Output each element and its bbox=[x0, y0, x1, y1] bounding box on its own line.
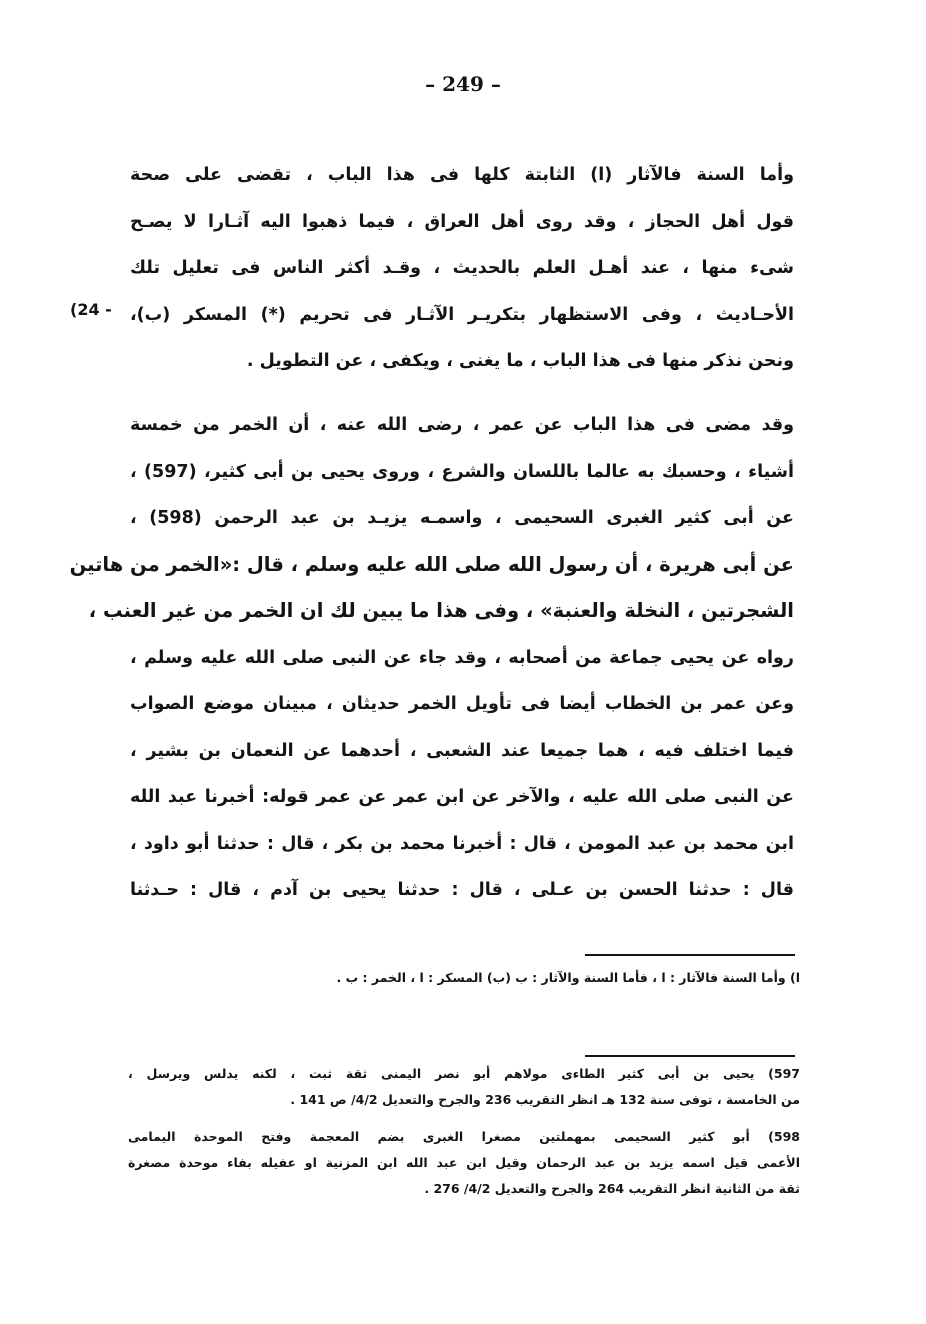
text-line: الأحـاديث ، وفى الاستظهار بتكريـر الآثـار فى تحريم (*) المسكر (ب)، bbox=[130, 304, 794, 325]
text-line: قول أهل الحجاز ، وقد روى أهل العراق ، فيما ذهبوا اليه آثـارا لا يصـح bbox=[130, 211, 794, 232]
text-line: وأما السنة فالآثار (ا) الثابتة كلها فى هذا الباب ، تقضى على صحة bbox=[130, 165, 794, 185]
text-line: قال : حدثنا الحسن بن عـلى ، قال : حدثنا يحيى بن آدم ، قال : حـدثنا bbox=[130, 880, 794, 900]
footnote-line: 598) أبو كثير السحيمى بمهملتين مصغرا الغبرى بضم المعجمة وفتح الموحدة اليمامى bbox=[128, 1129, 800, 1144]
footnote-line: 597) يحيى بن أبى كثير الطاءى مولاهم أبو نصر اليمنى ثقة ثبت ، لكنه يدلس ويرسل ، bbox=[128, 1066, 800, 1081]
footnote-line: الأعمى قيل اسمه يزيد بن عبد الرحمان وقيل ابن عبد الله ابن المزنية او عفيله بفاء موحدة مصغرة bbox=[128, 1155, 800, 1170]
text-line: عن النبى صلى الله عليه ، والآخر عن ابن عمر عن عمر قوله: أخبرنا عبد الله bbox=[130, 787, 794, 807]
page-number: – 249 – bbox=[425, 72, 501, 96]
footnote-line: من الخامسة ، توفى سنة 132 هـ انظر التقريب 236 والجرح والتعديل 4/2/ ص 141 . bbox=[290, 1092, 800, 1107]
text-line: رواه عن يحيى جماعة من أصحابه ، وقد جاء عن النبى صلى الله عليه وسلم ، bbox=[130, 647, 794, 668]
text-line: وقد مضى فى هذا الباب عن عمر ، رضى الله عنه ، أن الخمر من خمسة bbox=[130, 415, 794, 435]
footnote-divider bbox=[585, 954, 795, 956]
margin-folio-note: (24 - bbox=[70, 300, 112, 319]
text-line: وعن عمر بن الخطاب أيضا فى تأويل الخمر حديثان ، مبينان موضع الصواب bbox=[130, 694, 794, 714]
text-line: أشياء ، وحسبك به عالما باللسان والشرع ، وروى يحيى بن أبى كثير، (597) ، bbox=[130, 461, 794, 482]
footnote-divider bbox=[585, 1055, 795, 1057]
text-line: ابن محمد بن عبد المومن ، قال : أخبرنا محمد بن بكر ، قال : حدثنا أبو داود ، bbox=[130, 833, 794, 854]
text-line: فيما اختلف فيه ، هما جميعا عند الشعبى ، أحدهما عن النعمان بن بشير ، bbox=[130, 740, 794, 761]
paragraph-khamr-hadith bbox=[69, 402, 794, 914]
text-line: ونحن نذكر منها فى هذا الباب ، ما يغنى ، ويكفى ، عن التطويل . bbox=[246, 351, 794, 371]
text-line: شىء منها ، عند أهـل العلم بالحديث ، وقـد أكثر الناس فى تعليل تلك bbox=[130, 258, 794, 278]
text-line-hadith-quote: عن أبى هريرة ، أن رسول الله صلى الله عليه وسلم ، قال :«الخمر من هاتين bbox=[69, 552, 794, 576]
footnote-line: ثقة من الثانية انظر التقريب 264 والجرح والتعديل 4/2/ 276 . bbox=[424, 1181, 800, 1196]
footnote-597 bbox=[128, 1061, 800, 1113]
text-line: عن أبى كثير الغبرى السحيمى ، واسمـه يزيـد بن عبد الرحمن (598) ، bbox=[130, 508, 794, 528]
text-line-hadith-quote: الشجرتين ، النخلة والعنبة» ، وفى هذا ما يبين لك ان الخمر من غير العنب ، bbox=[88, 599, 794, 622]
footnote-598 bbox=[128, 1124, 800, 1202]
footnote-variant-readings: ا) وأما السنة فالآثار : ا ، فأما السنة والآثار : ب (ب) المسكر : ا ، الخمر : ب . bbox=[336, 970, 800, 985]
paragraph-sunnah-athar bbox=[130, 152, 794, 385]
